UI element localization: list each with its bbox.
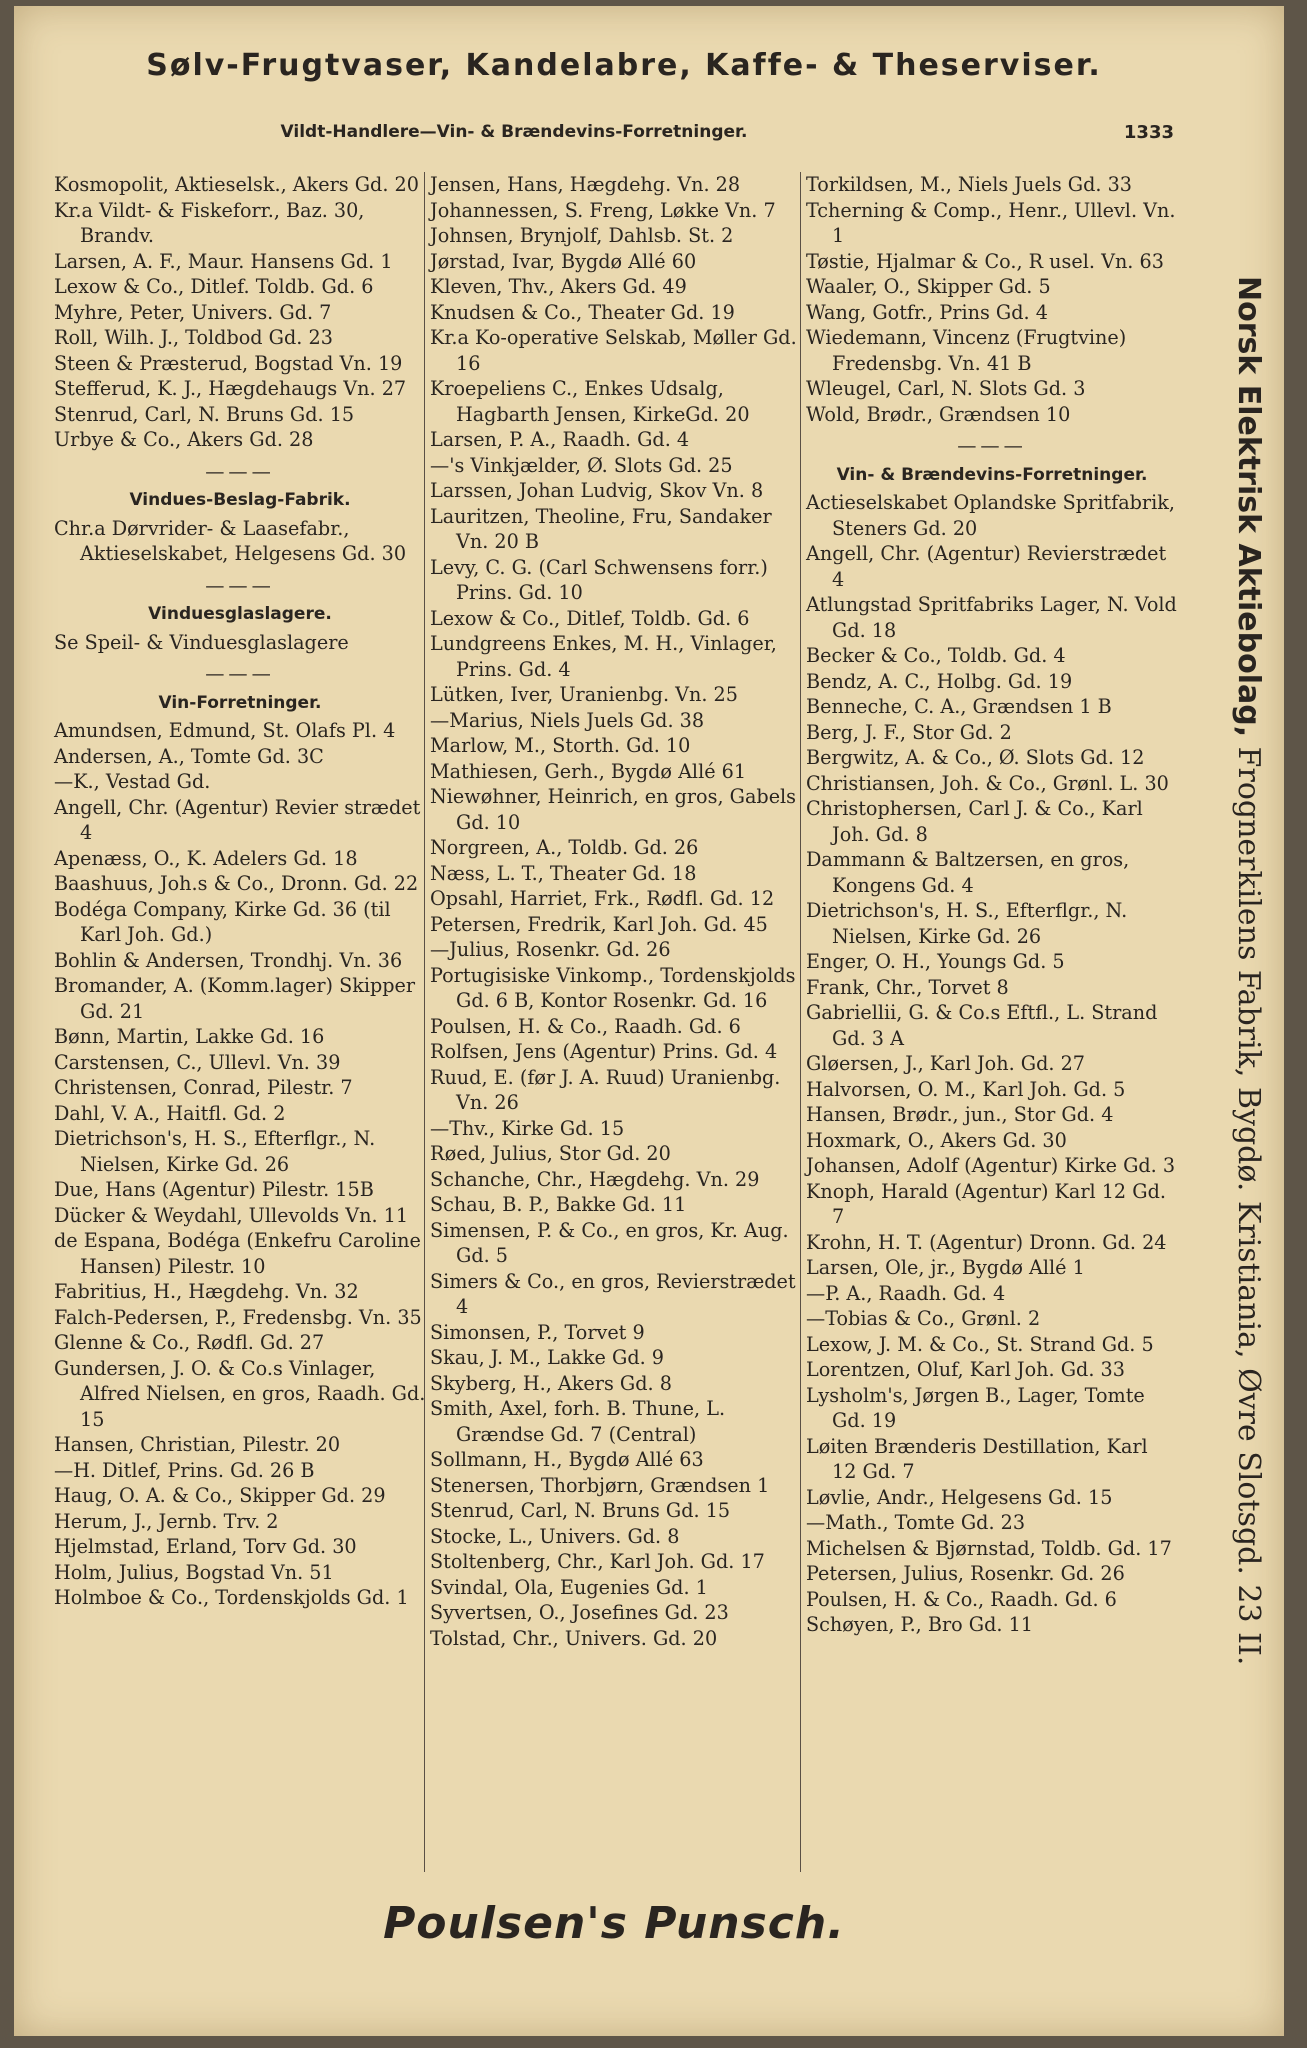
directory-entry: Andersen, A., Tomte Gd. 3C: [54, 744, 324, 768]
directory-entry: Christophersen, Carl J. & Co., Karl Joh. Gd. 8: [806, 797, 1143, 846]
directory-entry: Wleugel, Carl, N. Slots Gd. 3: [806, 377, 1086, 400]
directory-entry: Larsen, A. F., Maur. Hansens Gd. 1: [54, 249, 393, 273]
directory-entry: Mathiesen, Gerh., Bygdø Allé 61: [430, 759, 747, 783]
directory-entry: Schanche, Chr., Hægdehg. Vn. 29: [430, 1167, 760, 1191]
directory-entry: Hansen, Brødr., jun., Stor Gd. 4: [806, 1103, 1114, 1126]
column-3: [806, 172, 1178, 1872]
directory-entry: Skyberg, H., Akers Gd. 8: [430, 1371, 672, 1395]
directory-entry: Bohlin & Andersen, Trondhj. Vn. 36: [54, 948, 403, 972]
directory-entry: Simers & Co., en gros, Revierstrædet 4: [430, 1269, 796, 1318]
directory-entry: Holm, Julius, Bogstad Vn. 51: [54, 1560, 334, 1584]
directory-entry: Torkildsen, M., Niels Juels Gd. 33: [806, 173, 1132, 196]
section-divider: ———: [205, 573, 275, 597]
directory-entry: Skau, J. M., Lakke Gd. 9: [430, 1346, 665, 1369]
directory-entry: —Math., Tomte Gd. 23: [806, 1511, 1026, 1534]
directory-entry: Dahl, V. A., Haitfl. Gd. 2: [54, 1101, 286, 1125]
directory-entry: Tolstad, Chr., Univers. Gd. 20: [430, 1626, 718, 1650]
directory-entry: Christensen, Conrad, Pilestr. 7: [54, 1076, 353, 1099]
directory-entry: Stenrud, Carl, N. Bruns Gd. 15: [54, 402, 355, 426]
directory-entry: Opsahl, Harriet, Frk., Rødfl. Gd. 12: [430, 887, 775, 910]
directory-entry: Baashuus, Joh.s & Co., Dronn. Gd. 22: [54, 872, 419, 895]
directory-entry: Larssen, Johan Ludvig, Skov Vn. 8: [430, 479, 764, 502]
directory-entry: Lexow & Co., Ditlef. Toldb. Gd. 6: [54, 275, 374, 298]
directory-entry: Dietrichson's, H. S., Efterflgr., N. Nielsen, Kirke Gd. 26: [806, 899, 1128, 948]
directory-entry: Petersen, Fredrik, Karl Joh. Gd. 45: [430, 912, 768, 936]
directory-entry: —H. Ditlef, Prins. Gd. 26 B: [54, 1458, 315, 1482]
section-divider: ———: [957, 434, 1027, 457]
directory-entry: —Julius, Rosenkr. Gd. 26: [430, 938, 671, 961]
directory-entry: Dammann & Baltzersen, en gros, Kongens Gd. 4: [806, 848, 1130, 897]
side-ad-bold: Norsk Elektrisk Aktiebolag,: [1231, 276, 1266, 738]
directory-entry: Gløersen, J., Karl Joh. Gd. 27: [806, 1052, 1086, 1075]
section-title: Vin-Forretninger.: [158, 692, 322, 713]
directory-entry: Syvertsen, O., Josefines Gd. 23: [430, 1601, 729, 1624]
bottom-ad: Poulsen's Punsch.: [383, 1898, 845, 1949]
directory-entry: Hansen, Christian, Pilestr. 20: [54, 1433, 341, 1456]
directory-entry: Lundgreens Enkes, M. H., Vinlager, Prins. Gd. 4: [430, 632, 777, 681]
section-title: Vin- & Brændevins-Forretninger.: [836, 464, 1148, 485]
directory-entry: Løvlie, Andr., Helgesens Gd. 15: [806, 1485, 1113, 1509]
directory-entry: Christiansen, Joh. & Co., Grønl. L. 30: [806, 771, 1169, 795]
directory-entry: Se Speil- & Vinduesglaslagere: [54, 630, 349, 654]
directory-entry: Bromander, A. (Komm.lager) Skipper Gd. 21: [54, 974, 416, 1023]
directory-entry: —Marius, Niels Juels Gd. 38: [430, 708, 705, 732]
directory-entry: Carstensen, C., Ullevl. Vn. 39: [54, 1050, 341, 1074]
directory-entry: Ruud, E. (før J. A. Ruud) Uranienbg. Vn. 26: [430, 1065, 781, 1114]
top-banner-ad: Sølv-Frugtvaser, Kandelabre, Kaffe- & Theserviser.: [146, 48, 1102, 83]
directory-entry: Niewøhner, Heinrich, en gros, Gabels Gd. 10: [430, 785, 797, 834]
directory-entry: Løiten Brænderis Destillation, Karl 12 Gd. 7: [806, 1434, 1148, 1483]
directory-entry: Kosmopolit, Aktieselsk., Akers Gd. 20: [54, 173, 419, 196]
page-number: 1333: [1123, 122, 1174, 143]
directory-entry: Myhre, Peter, Univers. Gd. 7: [54, 300, 332, 324]
directory-entry: Apenæss, O., K. Adelers Gd. 18: [54, 846, 358, 870]
directory-entry: Wold, Brødr., Grændsen 10: [806, 402, 1071, 426]
directory-entry: Gundersen, J. O. & Co.s Vinlager, Alfred Nielsen, en gros, Raadh. Gd. 15: [54, 1356, 426, 1431]
directory-entry: Jørstad, Ivar, Bygdø Allé 60: [430, 249, 697, 273]
directory-entry: Angell, Chr. (Agentur) Revierstrædet 4: [806, 542, 1167, 591]
side-ad-rest: Frognerkilens Fabrik, Bygdø. Kristiania, Øvre Slotsgd. 23 II.: [1231, 737, 1266, 1666]
directory-entry: Stocke, L., Univers. Gd. 8: [430, 1524, 680, 1548]
directory-entry: Petersen, Julius, Rosenkr. Gd. 26: [806, 1562, 1125, 1585]
directory-entry: Berg, J. F., Stor Gd. 2: [806, 720, 1012, 744]
directory-entry: Johannessen, S. Freng, Løkke Vn. 7: [430, 198, 776, 222]
side-ad: [1231, 276, 1266, 1665]
section-divider: ———: [205, 459, 275, 483]
directory-entry: Røed, Julius, Stor Gd. 20: [430, 1142, 671, 1165]
directory-entry: Larsen, P. A., Raadh. Gd. 4: [430, 428, 690, 451]
directory-entry: Haug, O. A. & Co., Skipper Gd. 29: [54, 1484, 386, 1507]
directory-entry: Hjelmstad, Erland, Torv Gd. 30: [54, 1535, 357, 1558]
directory-entry: Falch-Pedersen, P., Fredensbg. Vn. 35: [54, 1305, 422, 1329]
directory-entry: Marlow, M., Storth. Gd. 10: [430, 734, 691, 757]
directory-entry: Kr.a Ko-operative Selskab, Møller Gd. 16: [430, 326, 797, 375]
directory-entry: Smith, Axel, forh. B. Thune, L. Grændse Gd. 7 (Central): [430, 1397, 726, 1446]
directory-entry: Kleven, Thv., Akers Gd. 49: [430, 275, 687, 298]
directory-entry: Gabriellii, G. & Co.s Eftfl., L. Strand Gd. 3 A: [806, 1001, 1158, 1050]
directory-entry: Halvorsen, O. M., Karl Joh. Gd. 5: [806, 1077, 1126, 1101]
directory-entry: Poulsen, H. & Co., Raadh. Gd. 6: [806, 1587, 1117, 1611]
directory-entry: Dietrichson's, H. S., Efterflgr., N. Nielsen, Kirke Gd. 26: [54, 1127, 376, 1176]
directory-entry: Jensen, Hans, Hægdehg. Vn. 28: [430, 173, 741, 196]
directory-entry: Norgreen, A., Toldb. Gd. 26: [430, 836, 699, 859]
directory-entry: Michelsen & Bjørnstad, Toldb. Gd. 17: [806, 1536, 1172, 1560]
directory-entry: Larsen, Ole, jr., Bygdø Allé 1: [806, 1256, 1085, 1279]
directory-entry: Lexow & Co., Ditlef, Toldb. Gd. 6: [430, 606, 750, 630]
section-title: Vinduesglaslagere.: [148, 604, 332, 624]
directory-entry: Schøyen, P., Bro Gd. 11: [806, 1613, 1034, 1636]
directory-entry: Bønn, Martin, Lakke Gd. 16: [54, 1025, 325, 1048]
directory-entry: Knudsen & Co., Theater Gd. 19: [430, 300, 735, 324]
directory-entry: Lorentzen, Oluf, Karl Joh. Gd. 33: [806, 1358, 1125, 1381]
directory-entry: Poulsen, H. & Co., Raadh. Gd. 6: [430, 1014, 741, 1038]
directory-entry: Wiedemann, Vincenz (Frugtvine) Fredensbg. Vn. 41 B: [806, 326, 1127, 375]
directory-entry: Stoltenberg, Chr., Karl Joh. Gd. 17: [430, 1550, 765, 1573]
directory-entry: Stefferud, K. J., Hægdehaugs Vn. 27: [54, 377, 407, 400]
directory-entry: Schau, B. P., Bakke Gd. 11: [430, 1193, 687, 1216]
directory-entry: —Tobias & Co., Grønl. 2: [806, 1307, 1041, 1330]
directory-entry: Stenersen, Thorbjørn, Grændsen 1: [430, 1473, 770, 1497]
directory-entry: Hoxmark, O., Akers Gd. 30: [806, 1128, 1067, 1152]
directory-entry: Lysholm's, Jørgen B., Lager, Tomte Gd. 19: [806, 1383, 1145, 1432]
section-divider: ———: [205, 662, 275, 685]
directory-entry: Fabritius, H., Hægdehg. Vn. 32: [54, 1280, 359, 1303]
directory-entry: Bergwitz, A. & Co., Ø. Slots Gd. 12: [806, 746, 1145, 769]
directory-entry: Roll, Wilh. J., Toldbod Gd. 23: [54, 326, 333, 349]
directory-entry: Næss, L. T., Theater Gd. 18: [430, 861, 697, 885]
directory-page: [14, 6, 1284, 2036]
directory-entry: Simonsen, P., Torvet 9: [430, 1320, 645, 1344]
directory-entry: —'s Vinkjælder, Ø. Slots Gd. 25: [430, 453, 733, 477]
directory-entry: Kr.a Vildt- & Fiskeforr., Baz. 30, Brandv.: [54, 198, 365, 247]
directory-entry: de Espana, Bodéga (Enkefru Caroline Hansen) Pilestr. 10: [54, 1229, 421, 1278]
directory-entry: Dücker & Weydahl, Ullevolds Vn. 11: [54, 1203, 409, 1227]
directory-entry: Krohn, H. T. (Agentur) Dronn. Gd. 24: [806, 1230, 1167, 1254]
directory-entry: Tcherning & Comp., Henr., Ullevl. Vn. 1: [806, 198, 1176, 247]
directory-entry: Urbye & Co., Akers Gd. 28: [54, 428, 314, 451]
directory-entry: Glenne & Co., Rødfl. Gd. 27: [54, 1331, 325, 1354]
section-title: Vindues-Beslag-Fabrik.: [129, 490, 351, 510]
column-2: [430, 172, 802, 1872]
directory-entry: Atlungstad Spritfabriks Lager, N. Vold Gd. 18: [806, 593, 1177, 642]
directory-entry: Bendz, A. C., Holbg. Gd. 19: [806, 669, 1073, 693]
directory-entry: Portugisiske Vinkomp., Tordenskjolds Gd. 6 B, Kontor Rosenkr. Gd. 16: [430, 963, 796, 1012]
directory-entry: Becker & Co., Toldb. Gd. 4: [806, 644, 1066, 667]
directory-entry: Amundsen, Edmund, St. Olafs Pl. 4: [54, 719, 396, 742]
page-header: [14, 122, 1174, 152]
directory-entry: Frank, Chr., Torvet 8: [806, 975, 1009, 999]
directory-entry: Levy, C. G. (Carl Schwensens forr.) Prins. Gd. 10: [430, 555, 768, 604]
directory-entry: Lauritzen, Theoline, Fru, Sandaker Vn. 20 B: [430, 504, 772, 553]
directory-entry: Enger, O. H., Youngs Gd. 5: [806, 950, 1065, 973]
directory-entry: Tøstie, Hjalmar & Co., R usel. Vn. 63: [806, 249, 1164, 273]
directory-entry: Simensen, P. & Co., en gros, Kr. Aug. Gd. 5: [430, 1218, 789, 1267]
header-title: Vildt-Handlere—Vin- & Brændevins-Forretninger.: [280, 122, 748, 142]
directory-entry: Herum, J., Jernb. Trv. 2: [54, 1509, 279, 1533]
directory-entry: —P. A., Raadh. Gd. 4: [806, 1281, 1006, 1305]
directory-entry: Johnsen, Brynjolf, Dahlsb. St. 2: [430, 224, 734, 247]
directory-entry: Actieselskabet Oplandske Spritfabrik, Steners Gd. 20: [806, 491, 1175, 540]
directory-entry: Waaler, O., Skipper Gd. 5: [806, 275, 1051, 298]
directory-entry: —K., Vestad Gd.: [54, 770, 211, 793]
directory-entry: Kroepeliens C., Enkes Udsalg, Hagbarth Jensen, KirkeGd. 20: [430, 377, 750, 426]
directory-entry: Angell, Chr. (Agentur) Revier strædet 4: [54, 795, 421, 844]
directory-entry: Bodéga Company, Kirke Gd. 36 (til Karl Joh. Gd.): [54, 897, 391, 946]
directory-entry: —Thv., Kirke Gd. 15: [430, 1116, 625, 1140]
directory-entry: Lütken, Iver, Uranienbg. Vn. 25: [430, 683, 738, 706]
directory-entry: Stenrud, Carl, N. Bruns Gd. 15: [430, 1499, 731, 1522]
directory-entry: Svindal, Ola, Eugenies Gd. 1: [430, 1575, 708, 1599]
directory-entry: Holmboe & Co., Tordenskjolds Gd. 1: [54, 1586, 409, 1609]
directory-entry: Knoph, Harald (Agentur) Karl 12 Gd. 7: [806, 1179, 1166, 1228]
directory-entry: Steen & Præsterud, Bogstad Vn. 19: [54, 351, 403, 375]
directory-entry: Lexow, J. M. & Co., St. Strand Gd. 5: [806, 1332, 1154, 1356]
directory-entry: Rolfsen, Jens (Agentur) Prins. Gd. 4: [430, 1040, 778, 1063]
directory-entry: Chr.a Dørvrider- & Laasefabr., Aktieselskabet, Helgesens Gd. 30: [54, 516, 407, 565]
directory-entry: Johansen, Adolf (Agentur) Kirke Gd. 3: [806, 1154, 1176, 1177]
directory-entry: Benneche, C. A., Grændsen 1 B: [806, 695, 1112, 718]
column-1: [54, 172, 426, 1872]
directory-entry: Due, Hans (Agentur) Pilestr. 15B: [54, 1178, 374, 1201]
directory-entry: Wang, Gotfr., Prins Gd. 4: [806, 300, 1048, 324]
directory-entry: Sollmann, H., Bygdø Allé 63: [430, 1448, 704, 1471]
